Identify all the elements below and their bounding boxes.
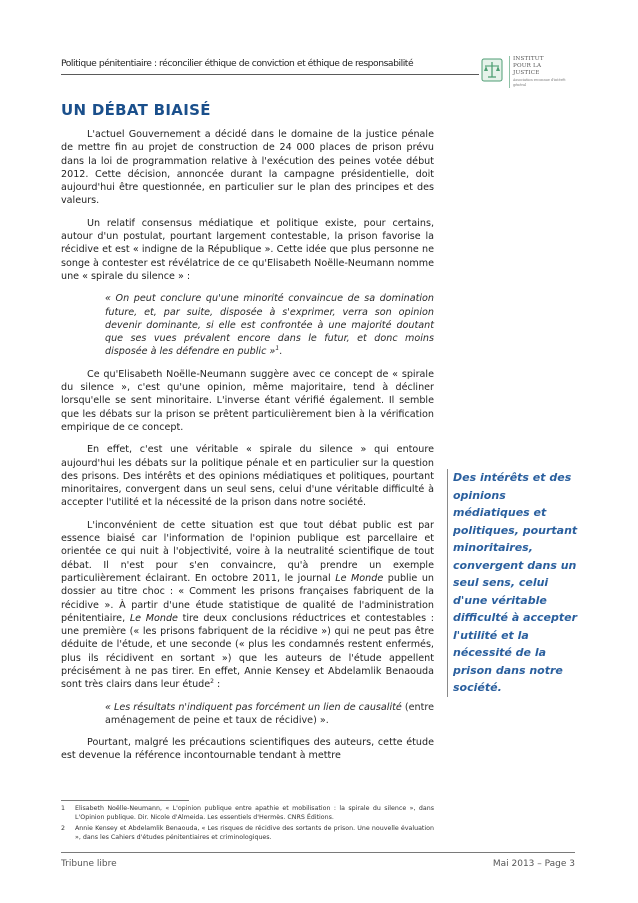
quotation-2-text: « Les résultats n'indiquent pas forcément un lien de causalité xyxy=(105,701,402,713)
footnote-divider xyxy=(61,800,189,801)
footnotes xyxy=(61,804,434,844)
footer-publication: Tribune libre xyxy=(61,859,117,869)
journal-name: Le Monde xyxy=(335,572,384,584)
scales-of-justice-icon xyxy=(481,58,503,82)
journal-name-2: Le Monde xyxy=(129,612,178,624)
footnote-number: 1 xyxy=(61,805,66,812)
paragraph-5 xyxy=(61,519,434,692)
paragraph-1: L'actuel Gouvernement a décidé dans le domaine de la justice pénale de mettre fin au projet de construction de 24 000 places de prison prévu dans la loi de programmation relative à l'exécution des peines votée début 2012. Cette décision, annoncée durant la campagne présidentielle, doit aujourd'hui être questionnée, en particulier sur le plan des principes et des valeurs. xyxy=(61,129,434,207)
footnote-number: 2 xyxy=(61,824,66,832)
paragraph-5-part-b: publie un dossier au titre choc : « Comment les prisons françaises fabriquent de la récidive ». À partir d'une étude statistique de qualité de l'administration pénitentiaire, xyxy=(61,572,434,624)
section-title: UN DÉBAT BIAISÉ xyxy=(61,101,211,119)
paragraph-6: Pourtant, malgré les précautions scientifiques des auteurs, cette étude est devenue la référence incontournable tendant à mettre xyxy=(61,737,434,762)
logo-line-1: INSTITUT xyxy=(513,56,544,62)
paragraph-2: Un relatif consensus médiatique et politique existe, pour certains, autour d'un postulat, pourtant largement contestable, la prison favorise la récidive et est « indigne de la République ». Cette idée que plus personne ne songe à contester est révélatrice de ce qu'Elisabeth Noëlle-Neumann nomme une « spirale du silence » : xyxy=(61,217,434,282)
footnote-2 xyxy=(61,824,434,843)
logo-tagline: Association reconnue d'intérêt général xyxy=(513,77,566,87)
footer-divider xyxy=(61,852,575,853)
quotation-1-end: . xyxy=(279,346,283,358)
quotation-1-text: « On peut conclure qu'une minorité convaincue de sa domination future, et, par suite, disposée à s'exprimer, verra son opinion devenir dominante, si elle est confrontée à une majorité doutant que ses vues prévalent encore dans le futur, et donc moins disposée à les défendre en public » xyxy=(105,293,434,358)
institut-pour-la-justice-logo xyxy=(481,54,566,87)
article-body xyxy=(61,128,434,772)
logo-wordmark xyxy=(509,56,567,88)
paragraph-5-part-a: L'inconvénient de cette situation est que tout débat public est par essence biaisé car l'information de l'opinion publique est parcellaire et orientée ce qui nuit à l'objectivité, voire à la neutralité scientifique de tout débat. Il n'est pour s'en convaincre, qu'à prendre un exemple particulièrement éclairant. En octobre 2011, le journal xyxy=(61,519,434,584)
pull-quote: Des intérêts et des opinions médiatiques et politiques, pourtant minoritaires, convergent dans un seul sens, celui d'une véritable difficulté à accepter l'utilité et la nécessité de la prison dans notre société. xyxy=(447,469,581,697)
footnote-text: Elisabeth Noëlle-Neumann, « L'opinion publique entre apathie et mobilisation : la spirale du silence », dans L'Opinion publique. Dir. Nicole d'Almeida. Les essentiels d'Hermès. CNRS Éditions. xyxy=(75,805,434,822)
quotation-1 xyxy=(105,292,434,358)
footnote-ref-2[interactable]: 2 xyxy=(210,678,214,686)
logo-line-2: POUR LA JUSTICE xyxy=(513,63,542,77)
paragraph-3: Ce qu'Elisabeth Noëlle-Neumann suggère avec ce concept de « spirale du silence », c'est qu'une opinion, même majoritaire, tend à décliner lorsqu'elle se sent minoritaire. L'inverse étant vérifié également. Il semble que les débats sur la prison se prêtent particulièrement bien à la vérification empirique de ce concept. xyxy=(61,368,434,433)
quotation-2-plain: (entre aménagement de peine et taux de récidive) ». xyxy=(105,701,434,726)
header-divider xyxy=(61,74,479,75)
footnote-1 xyxy=(61,804,434,823)
paragraph-5-part-c: tire deux conclusions réductrices et contestables : une première (« les prisons fabriquent de la récidive ») qui ne peut pas être déduite de l'étude, et une seconde (« plus les condamnés restent enfermés, plus ils récidivent en sortant ») que les auteurs de l'étude appellent précisément à ne pas tirer. En effet, Annie Kensey et Abdelamlik Benaouda sont très clairs dans leur étude xyxy=(61,612,434,691)
paragraph-5-end: : xyxy=(214,679,221,691)
footer-page-number: Mai 2013 – Page 3 xyxy=(492,859,575,869)
quotation-2 xyxy=(105,701,434,728)
paragraph-4: En effet, c'est une véritable « spirale du silence » qui entoure aujourd'hui les débats sur la politique pénale et en particulier sur la question des prisons. Des intérêts et des opinions médiatiques et politiques, pourtant minoritaires, convergent dans un seul sens, celui d'une véritable difficulté à accepter l'utilité et la nécessité de la prison dans notre société. xyxy=(61,444,434,509)
footnote-ref-1[interactable]: 1 xyxy=(275,345,280,353)
footnote-text: Annie Kensey et Abdelamlik Benaouda, « Les risques de récidive des sortants de prison. Une nouvelle évaluation », dans les Cahiers d'études pénitentiaires et criminologiques. xyxy=(75,824,434,842)
header-title: Politique pénitentiaire : réconcilier éthique de conviction et éthique de responsabilité xyxy=(61,58,414,69)
